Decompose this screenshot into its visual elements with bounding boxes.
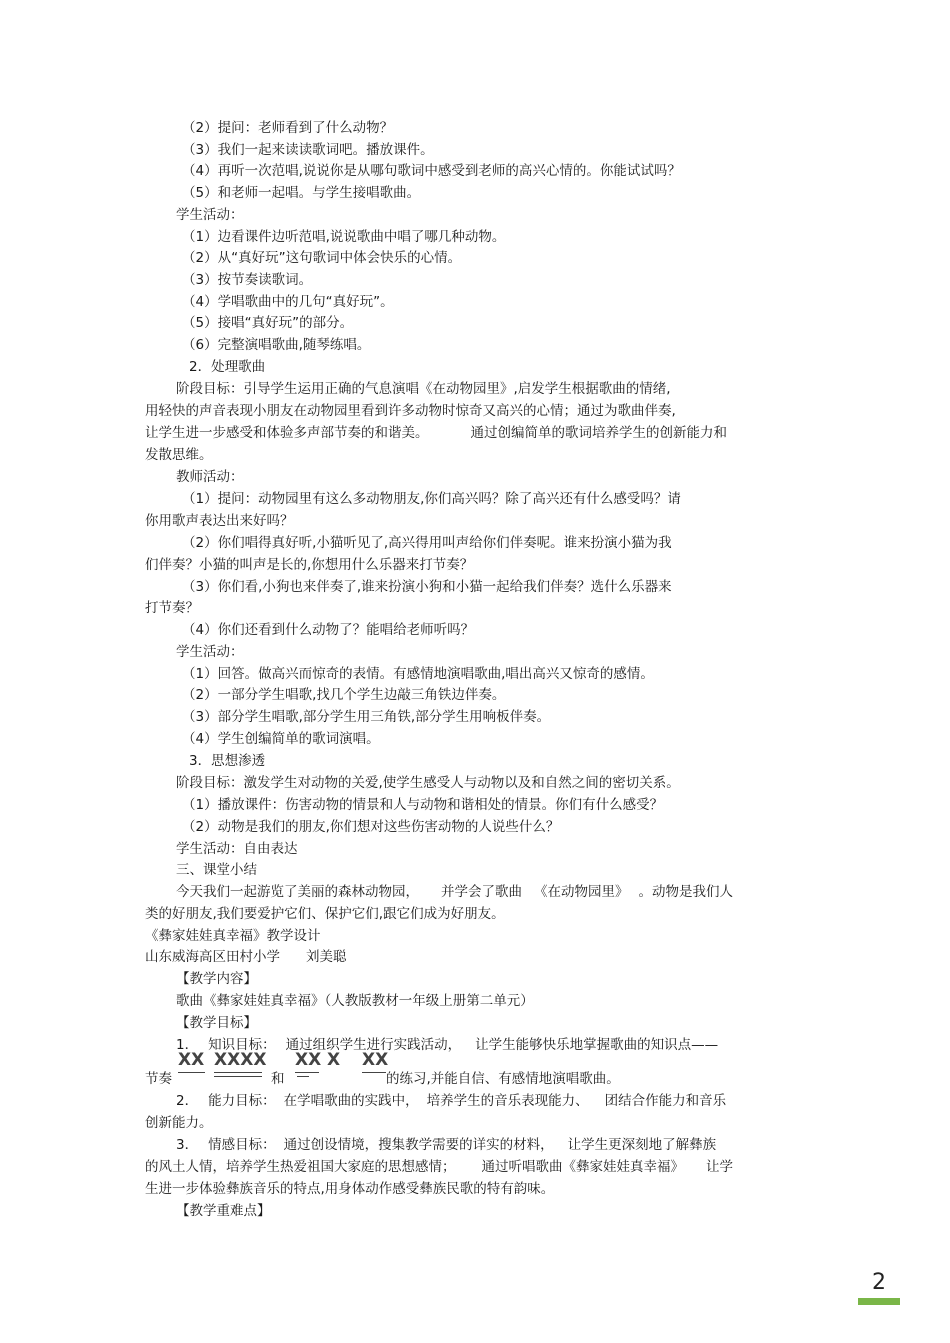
text-line: 歌曲《彝家娃娃真幸福》（人教版教材一年级上册第二单元） <box>176 993 534 1009</box>
text-span: 情感目标： <box>208 1137 276 1153</box>
section-heading: 3．思想渗透 <box>189 753 266 769</box>
text-line: 你用歌声表达出来好吗？ <box>145 513 294 529</box>
text-line: （6）完整演唱歌曲,随琴练唱。 <box>182 337 371 353</box>
text-line: 节奏 <box>145 1071 172 1087</box>
text-line: （5）接唱“真好玩”的部分。 <box>182 315 354 331</box>
text-line: （5）和老师一起唱。与学生接唱歌曲。 <box>182 185 421 201</box>
section-heading: 【教学目标】 <box>176 1015 257 1031</box>
text-span: 和 <box>271 1071 285 1087</box>
text-span: 让学生能够快乐地掌握歌曲的知识点—— <box>475 1037 719 1053</box>
text-span: 《在动物园里》 <box>534 884 629 900</box>
text-line: （2）动物是我们的朋友,你们想对这些伤害动物的人说些什么？ <box>182 819 560 835</box>
text-span: 2． <box>176 1093 199 1109</box>
text-line: （1）播放课件：伤害动物的情景和人与动物和谐相处的情景。你们有什么感受？ <box>182 797 664 813</box>
page-number-bar <box>858 1298 900 1305</box>
beam-line <box>214 1076 262 1077</box>
beam-line <box>178 1072 205 1073</box>
text-line: 发散思维。 <box>145 447 213 463</box>
school-name: 山东威海高区田村小学 <box>145 949 280 965</box>
text-line: 用轻快的声音表现小朋友在动物园里看到许多动物时惊奇又高兴的心情；通过为歌曲伴奏, <box>145 403 676 419</box>
text-line <box>176 1092 726 1110</box>
text-line: （2）一部分学生唱歌,找几个学生边敲三角铁边伴奏。 <box>182 687 506 703</box>
text-span: 培养学生的音乐表现能力、 <box>426 1093 589 1109</box>
text-line <box>176 883 733 901</box>
beam-line <box>297 1076 309 1077</box>
text-line: （4）你们还看到什么动物了？能唱给老师听吗？ <box>182 622 475 638</box>
author-name: 刘美聪 <box>306 949 347 965</box>
text-span: 今天我们一起游览了美丽的森林动物园， <box>176 884 419 900</box>
text-span: 的风土人情，培养学生热爱祖国大家庭的思想感情； <box>145 1159 456 1175</box>
text-span: 并学会了歌曲 <box>441 884 522 900</box>
text-line: （1）回答。做高兴而惊奇的表情。有感情地演唱歌曲,唱出高兴又惊奇的感情。 <box>182 666 654 682</box>
author-line <box>145 948 347 966</box>
text-line: 学生活动：自由表达 <box>176 841 298 857</box>
rhythm-notation: XXXX <box>214 1050 267 1070</box>
text-span: 。动物是我们人 <box>638 884 733 900</box>
text-span: 通过创设情境，搜集教学需要的详实的材料， <box>283 1137 554 1153</box>
section-heading: 【教学重难点】 <box>176 1203 271 1219</box>
text-line <box>145 424 727 442</box>
text-line: （2）从“真好玩”这句歌词中体会快乐的心情。 <box>182 250 462 266</box>
text-line: （1）边看课件边听范唱,说说歌曲中唱了哪几种动物。 <box>182 229 506 245</box>
document-title: 《彝家娃娃真幸福》教学设计 <box>145 928 321 944</box>
beam-line <box>214 1072 262 1073</box>
text-line: （3）我们一起来读读歌词吧。播放课件。 <box>182 142 434 158</box>
text-line: 类的好朋友,我们要爱护它们、保护它们,跟它们成为好朋友。 <box>145 906 505 922</box>
text-span: 在学唱歌曲的实践中， <box>283 1093 419 1109</box>
text-line: 生进一步体验彝族音乐的特点,用身体动作感受彝族民歌的特有韵味。 <box>145 1181 555 1197</box>
rhythm-notation: X <box>327 1050 341 1070</box>
section-heading: 三、课堂小结 <box>176 862 257 878</box>
text-span: 的练习,并能自信、有感情地演唱歌曲。 <box>386 1071 620 1087</box>
text-span: 3． <box>176 1137 199 1153</box>
text-span: 通过听唱歌曲《彝家娃娃真幸福》 <box>481 1159 684 1175</box>
text-line: （4）学生创编简单的歌词演唱。 <box>182 731 380 747</box>
text-line: 阶段目标：引导学生运用正确的气息演唱《在动物园里》,启发学生根据歌曲的情绪, <box>176 381 671 397</box>
text-line: （2）提问：老师看到了什么动物？ <box>182 120 394 136</box>
section-heading: 学生活动： <box>176 207 244 223</box>
section-heading: 学生活动： <box>176 644 244 660</box>
section-heading: 2．处理歌曲 <box>189 359 266 375</box>
text-span: 能力目标： <box>208 1093 276 1109</box>
text-line: 阶段目标：激发学生对动物的关爱,使学生感受人与动物以及和自然之间的密切关系。 <box>176 775 680 791</box>
text-span: 团结合作能力和音乐 <box>604 1093 727 1109</box>
text-line: （2）你们唱得真好听,小猫听见了,高兴得用叫声给你们伴奏呢。谁来扮演小猫为我 <box>182 535 672 551</box>
text-line: （4）再听一次范唱,说说你是从哪句歌词中感受到老师的高兴心情的。你能试试吗？ <box>182 163 681 179</box>
text-span: 通过组织学生进行实践活动， <box>285 1037 462 1053</box>
text-line: 创新能力。 <box>145 1115 213 1131</box>
text-line: （3）部分学生唱歌,部分学生用三角铁,部分学生用响板伴奏。 <box>182 709 551 725</box>
text-line: （3）按节奏读歌词。 <box>182 272 313 288</box>
text-line: （1）提问：动物园里有这么多动物朋友,你们高兴吗？除了高兴还有什么感受吗？请 <box>182 491 681 507</box>
rhythm-notation: XX <box>295 1050 322 1070</box>
text-span: 让学生进一步感受和体验多声部节奏的和谐美。 <box>145 425 429 441</box>
section-heading: 【教学内容】 <box>176 971 257 987</box>
text-line: （4）学唱歌曲中的几句“真好玩”。 <box>182 294 394 310</box>
text-span: 知识目标： <box>208 1037 276 1053</box>
page-number: 2 <box>872 1270 886 1295</box>
beam-line <box>295 1072 319 1073</box>
rhythm-notation: XX <box>362 1050 389 1070</box>
text-span: 让学生更深刻地了解彝族 <box>567 1137 717 1153</box>
rhythm-notation: XX <box>178 1050 205 1070</box>
text-line <box>176 1136 716 1154</box>
text-line <box>145 1158 733 1176</box>
text-line: 打节奏？ <box>145 600 199 616</box>
text-span: 通过创编简单的歌词培养学生的创新能力和 <box>470 425 727 441</box>
beam-line <box>362 1072 386 1073</box>
section-heading: 教师活动： <box>176 469 244 485</box>
text-span: 1． <box>176 1037 199 1053</box>
text-line: 们伴奏？小猫的叫声是长的,你想用什么乐器来打节奏？ <box>145 557 474 573</box>
text-span: 让学 <box>706 1159 733 1175</box>
text-line: （3）你们看,小狗也来伴奏了,谁来扮演小狗和小猫一起给我们伴奏？选什么乐器来 <box>182 579 672 595</box>
